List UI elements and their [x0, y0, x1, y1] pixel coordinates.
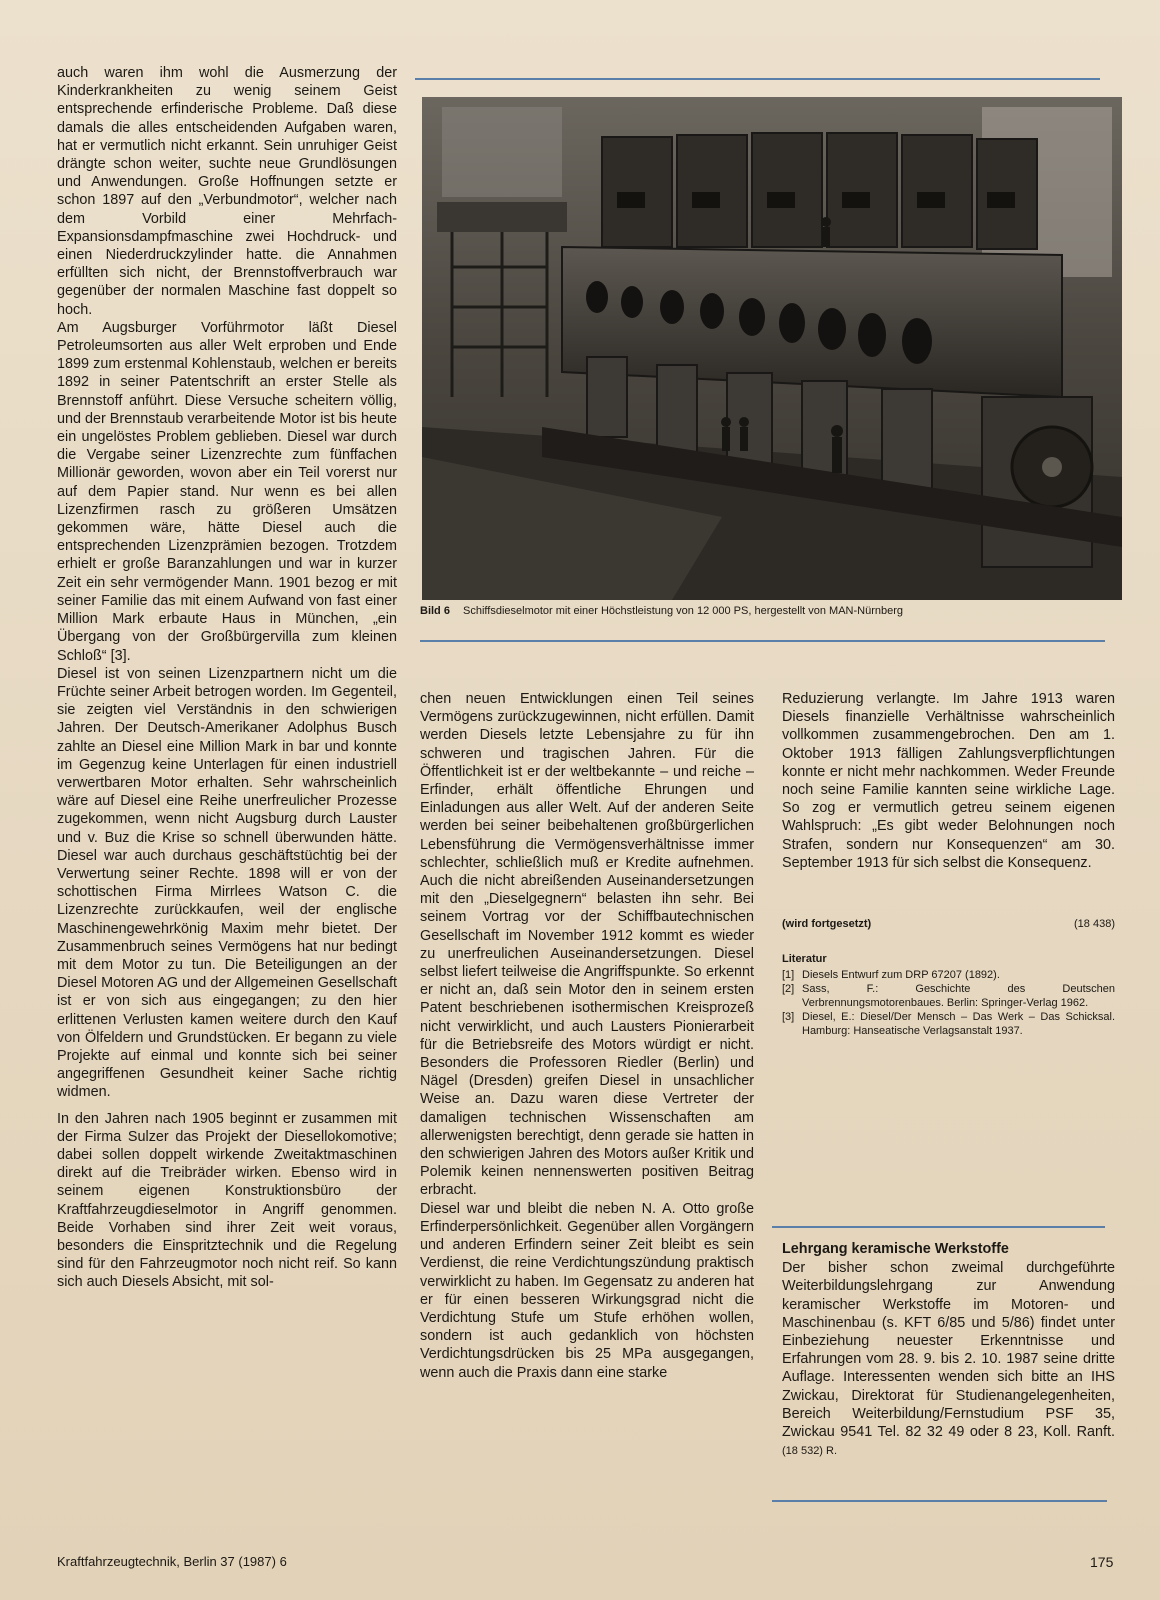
course-notice	[782, 1240, 1115, 1460]
caption-rule	[420, 640, 1105, 642]
notice-top-rule	[772, 1226, 1105, 1228]
page-number: 175	[1090, 1554, 1114, 1570]
literature-item	[782, 982, 1115, 1010]
literature-number: [3]	[782, 1011, 795, 1023]
literature-text: Sass, F.: Geschichte des Deutschen Verbrennungsmotorenbaues. Berlin: Springer-Verlag 1962.	[802, 983, 1115, 1009]
journal-footer: Kraftfahrzeugtechnik, Berlin 37 (1987) 6	[57, 1554, 287, 1569]
continued-note	[782, 918, 1115, 930]
literature-heading: Literatur	[782, 953, 827, 965]
article-number: (18 438)	[1074, 918, 1115, 930]
notice-body: Der bisher schon zweimal durchgeführte Weiterbildungslehrgang zur Anwendung keramischer Werkstoffe im Motoren- und Maschinenbau (s. KFT 6/85 und 5/86) findet unter Einbeziehung neuester Erkenntnisse und Erfahrungen vom 28. 9. bis 2. 10. 1987 seine dritte Auflage. Interessenten wenden sich bitte an IHS Zwickau, Direktorat für Studienangelegenheiten, Bereich Weiterbildung/Fernstudium PSF 35, Zwickau 9541 Tel. 82 32 49 oder 8 23, Koll. Ranft.	[782, 1260, 1115, 1441]
continued-label: (wird fortgesetzt)	[782, 918, 872, 930]
literature-number: [1]	[782, 969, 795, 981]
literature-number: [2]	[782, 983, 795, 995]
notice-title: Lehrgang keramische Werkstoffe	[782, 1241, 1009, 1257]
notice-tag: (18 532) R.	[782, 1445, 838, 1458]
paragraph: Diesel ist von seinen Lizenzpartnern nicht um die Früchte seiner Arbeit betrogen worden. Im Gegenteil, sie zeigten viel Verständnis in den schwierigen Jahren. Der Deutsch-Amerikaner Adolphus Busch zahlte an Diesel eine Million Mark in bar und konnte im Gegenzug keine Unterlagen für einen industriell verwertbaren Motor erhalten. Sehr wahrscheinlich wäre auf Diesel eine Reihe unerfreulicher Prozesse zugekommen, wenn nicht Augsburg durch Lauster und v. Buz die Krise so schnell überwunden hätte. Diesel war auch durchaus geschäftstüchtig bei der Verwertung seiner Rechte. 1898 will er von der schottischen Firma Mirrlees Watson C. die Lizenzrechte zurückkaufen, weil der englische Maschinengewehrkönig Maxim mehr bietet. Der Zusammenbruch seines Vermögens hat nur bedingt mit dem Motor zu tun. Die Beteiligungen an der Diesel Motoren AG und der Allgemeinen Gesellschaft ist er von sich aus eingegangen; zu den hier erlittenen Verlusten kamen weitere durch den Kauf von Ölfeldern und Grundstücken. Er begann zu viele Projekte auf einmal und konnte sich bei seiner angegriffenen Gesundheit keiner Sache richtig widmen.	[57, 665, 397, 1101]
paragraph: Diesel war und bleibt die neben N. A. Otto große Erfinderpersönlichkeit. Gegenüber allen Vorgängern und anderen Erfindern seiner Zeit bleibt es sein Verdienst, die reine Verdichtungszündung praktisch verwirklicht zu haben. Im Gegensatz zu anderen hat er für einen besseren Wirkungsgrad nicht die Verdichtung Stufe um Stufe erhöhen wollen, sondern ist auch gedanklich von höchsten Verdichtungsdrücken bis 25 MPa ausgegangen, wenn auch die Praxis dann eine starke	[420, 1200, 754, 1381]
literature-item	[782, 968, 1115, 982]
literature-text: Diesel, E.: Diesel/Der Mensch – Das Werk – Das Schicksal. Hamburg: Hanseatische Verlagsanstalt 1937.	[802, 1011, 1115, 1037]
paragraph: In den Jahren nach 1905 beginnt er zusammen mit der Firma Sulzer das Projekt der Diesellokomotive; dabei sollen doppelt wirkende Zweitaktmaschinen direkt auf die Treibräder wirken. Ebenso wird in seinem eigenen Konstruktionsbüro der Kraftfahrzeugdieselmotor in Angriff genommen. Beide Vorhaben sind ihrer Zeit weit voraus, besonders die Einspritztechnik und die Regelung sind für den Fahrzeugmotor noch nicht reif. So kann sich auch Diesels Absicht, mit sol-	[57, 1110, 397, 1291]
top-rule	[415, 78, 1100, 80]
right-column	[782, 690, 1115, 872]
figure-caption-text: Schiffsdieselmotor mit einer Höchstleistung von 12 000 PS, hergestellt von MAN-Nürnberg	[463, 605, 904, 617]
engine-photo	[422, 97, 1122, 600]
figure-caption	[420, 604, 1120, 618]
engine-photo-illustration	[422, 97, 1122, 600]
paragraph: auch waren ihm wohl die Ausmerzung der Kinderkrankheiten zu wenig seinem Geist entsprechende erfinderische Probleme. Daß diese damals die alles entscheidenden Aufgaben waren, hat er vermutlich nicht erkannt. Sein unruhiger Geist drängte schon weiter, suchte neue Grundlösungen und Anwendungen. Große Hoffnungen setzte er schon 1897 auf den „Verbundmotor“, welcher nach dem Vorbild einer Mehrfach-Expansionsdampfmaschine zwei Hochdruck- und einen Niederdruckzylinder hatte. die Annahmen erfüllten sich nicht, der Brennstoffverbrauch war gegenüber der normalen Maschine fast doppelt so hoch.	[57, 65, 397, 318]
paragraph: chen neuen Entwicklungen einen Teil seines Vermögens zurückzugewinnen, nicht erfüllen. Damit werden Diesels letzte Lebensjahre zu für ihn schweren und tragischen Jahren. Für die Öffentlichkeit ist er der weltbekannte – und reiche – Erfinder, erhält öffentliche Ehrungen und Einladungen aus aller Welt. Auf der anderen Seite werden bei seiner beibehaltenen großbürgerlichen Lebensführung die Vermögensverhältnisse immer schlechter, schließlich muß er Kredite aufnehmen. Auch die nicht abreißenden Auseinandersetzungen mit den „Dieselgegnern“ belasten ihn sehr. Bei seinem Vortrag vor der Schiffbautechnischen Gesellschaft im November 1912 kommt es wieder zu unerfreulichen Auseinandersetzungen. Diesel selbst liefert teilweise die Angriffspunkte. So erkennt er nicht an, daß sein Motor den in seinem ersten Patent beschriebenen isothermischen Kreisprozeß nicht verwirklicht, und auch Lausters Pionierarbeit für die Betriebsreife des Motors würdigt er nicht. Besonders die Professoren Riedler (Berlin) und Nägel (Dresden) greifen Diesel in unsachlicher Weise an. Dazu waren diese Vertreter der damaligen technischen Wissenschaften am allerwenigsten berechtigt, denn gerade sie hatten in den schwierigen Jahren des Motors außer Kritik und Polemik keinen nennenswerten positiven Beitrag erbracht.	[420, 691, 754, 1199]
paragraph: Am Augsburger Vorführmotor läßt Diesel Petroleumsorten aus aller Welt erproben und Ende 1899 zum erstenmal Kohlenstaub, welchen er bereits 1892 in seiner Patentschrift an erster Stelle als Brennstoff anführt. Diese Versuche scheitern völlig, und der Brennstaub verarbeitende Motor ist bis heute ein ungelöstes Problem geblieben. Diesel war durch die Vergabe seiner Lizenzrechte zum fünffachen Millionär geworden, wovon aber ein Teil vorerst nur auf dem Papier stand. Nur wenn es bei allen Lizenzfirmen rasch zu größeren Umsätzen gekommen wäre, hätte Diesel auch die entsprechenden Lizenzprämien bezogen. Trotzdem erhielt er große Baranzahlungen und war in kurzer Zeit ein sehr vermögender Mann. 1901 bezog er mit seiner Familie das mit einem Aufwand von fast einer Million Mark erbaute Haus in München, „ein Übergang von der Großbürgervilla zum kleinen Schloß“ [3].	[57, 319, 397, 664]
figure-label: Bild 6	[420, 605, 450, 617]
paragraph: Reduzierung verlangte. Im Jahre 1913 waren Diesels finanzielle Verhältnisse wahrscheinlich vollkommen zusammengebrochen. Den am 1. Oktober 1913 fälligen Zahlungsverpflichtungen konnte er nicht mehr nachkommen. Weder Freunde noch seine Familie kannten seine wirkliche Lage. So zog er vermutlich getreu seinem eigenen Wahlspruch: „Es gibt weder Belohnungen noch Strafen, sondern nur Konsequenzen“ am 30. September 1913 für sich selbst die Konsequenz.	[782, 691, 1115, 871]
literature-text: Diesels Entwurf zum DRP 67207 (1892).	[802, 969, 1000, 981]
middle-column	[420, 690, 754, 1382]
left-column	[57, 64, 397, 1292]
notice-bottom-rule	[772, 1500, 1107, 1502]
literature-list	[782, 952, 1115, 1038]
literature-item	[782, 1010, 1115, 1038]
